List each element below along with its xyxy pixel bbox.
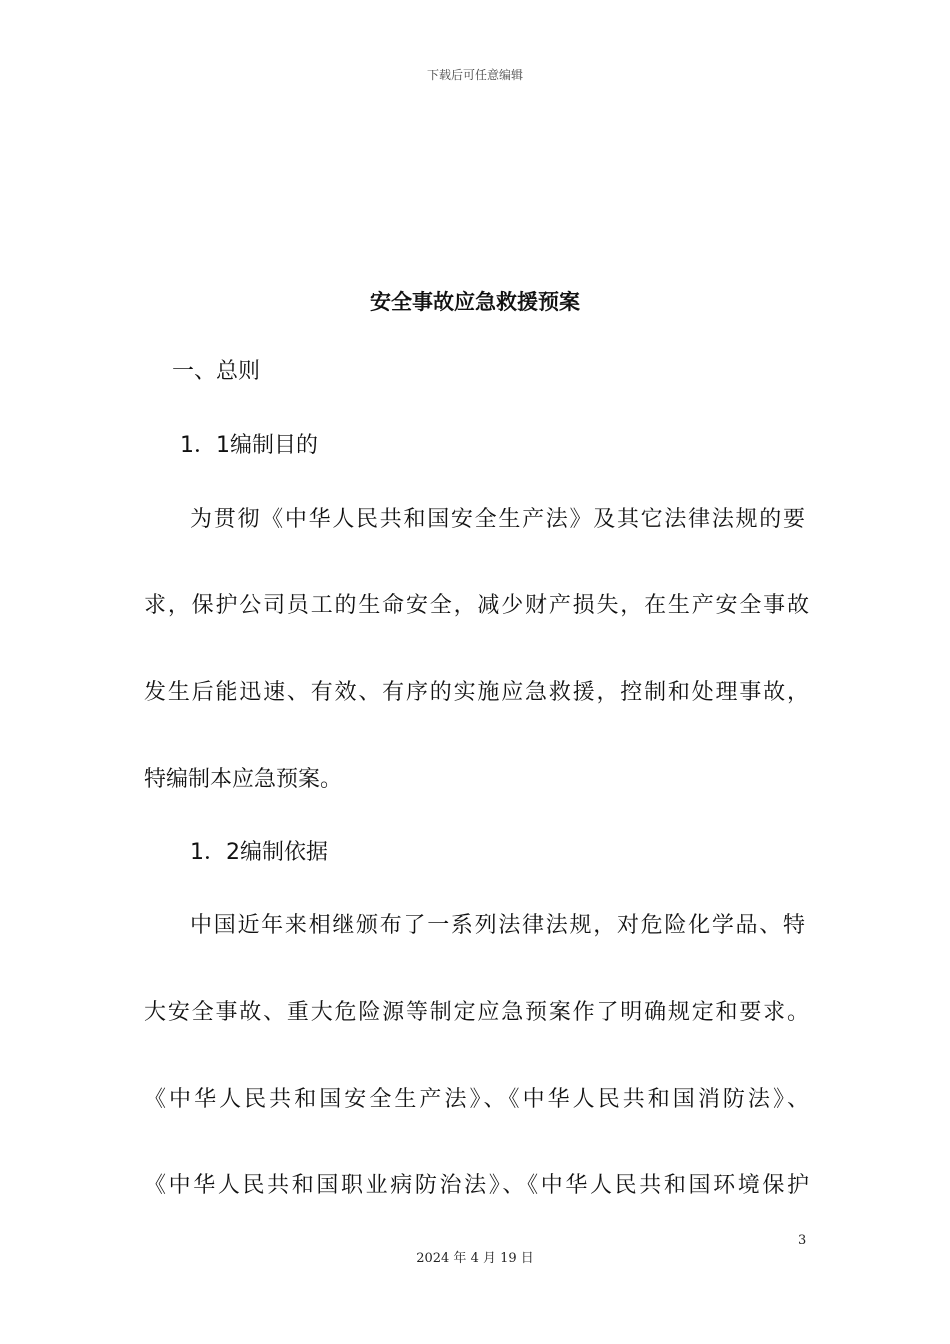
paragraph-line: 为贯彻《中华人民共和国安全生产法》及其它法律法规的要	[190, 507, 805, 532]
document-title: 安全事故应急救援预案	[370, 290, 580, 314]
paragraph-line: 中国近年来相继颁布了一系列法律法规，对危险化学品、特	[190, 913, 805, 938]
paragraph-line: 《中华人民共和国安全生产法》、《中华人民共和国消防法》、	[144, 1087, 809, 1112]
page-header-note: 下载后可任意编辑	[426, 68, 523, 82]
paragraph-line: 特编制本应急预案。	[144, 767, 343, 792]
paragraph-line: 求，保护公司员工的生命安全，减少财产损失，在生产安全事故	[144, 593, 809, 618]
footer-date: 2024 年 4 月 19 日	[416, 1251, 534, 1266]
paragraph-line: 大安全事故、重大危险源等制定应急预案作了明确规定和要求。	[144, 1000, 809, 1025]
subsection-heading-purpose: 1．1编制目的	[180, 433, 318, 458]
page-number: 3	[798, 1233, 807, 1248]
subsection-heading-basis: 1．2编制依据	[190, 840, 328, 865]
paragraph-line: 《中华人民共和国职业病防治法》、《中华人民共和国环境保护	[144, 1173, 809, 1198]
section-heading: 一、总则	[172, 359, 261, 384]
paragraph-line: 发生后能迅速、有效、有序的实施应急救援，控制和处理事故，	[144, 680, 809, 705]
